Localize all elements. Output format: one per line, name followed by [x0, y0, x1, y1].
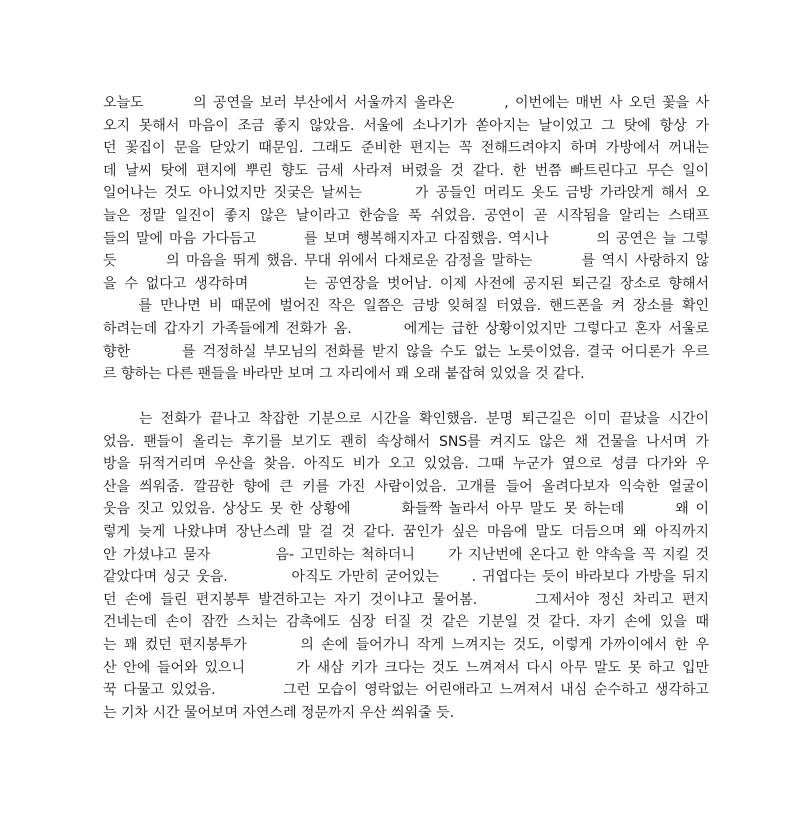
text-line: 데 날씨 탓에 편지에 뿌린 향도 금세 사라져 버렸을 것 같다. 한 번쯤 빠트린다고 무슨 일이 — [103, 162, 709, 179]
text-line: 렇게 늦게 나왔냐며 장난스레 말 걸 것 같다. 꿈인가 싶은 마음에 말도 더듬으며 왜 아직까지 — [103, 523, 709, 540]
text-line: 던 손에 들린 편지봉투 발견하고는 자기 것이냐고 물어봄. 그제서야 정신 차리고 편지 — [103, 591, 709, 608]
text-line: 는 꽤 컸던 편지봉투가 의 손에 들어가니 작게 느껴지는 것도, 이렇게 가까이에서 한 우 — [103, 636, 709, 653]
paragraph-2 — [103, 408, 709, 724]
text-line: 늘은 정말 일진이 좋지 않은 날이라고 한숨을 푹 쉬었음. 공연이 곧 시작됨을 알리는 스태프 — [103, 207, 709, 224]
text-line: 안 가셨냐고 묻자 음- 고민하는 척하더니 가 지난번에 온다고 한 약속을 꼭 지킬 것 — [103, 546, 709, 563]
text-line: 방을 뒤적거리며 우산을 찾음. 아직도 비가 오고 있었음. 그때 누군가 옆으로 성큼 다가와 우 — [103, 456, 709, 473]
text-line: 산을 씌워줌. 깔끔한 향에 큰 키를 가진 사람이었음. 고개를 들어 올려다보자 익숙한 얼굴이 — [103, 478, 709, 495]
text-line: 향한 를 걱정하실 부모님의 전화를 받지 않을 수도 없는 노릇이었음. 결국 어디론가 우르 — [103, 343, 709, 360]
text-line: 오늘도 의 공연을 보러 부산에서 서울까지 올라온 , 이번에는 매번 사 오던 꽃을 사 — [103, 95, 709, 111]
text-line: 오지 못해서 마음이 조금 좋지 않았음. 서울에 소나기가 쏟아지는 날이었고 그 탓에 항상 가 — [103, 117, 709, 134]
text-line: 는 기차 시간 물어보며 자연스레 정문까지 우산 씌워줄 듯. — [103, 704, 455, 721]
text-line: 꾹 다물고 있었음. 그런 모습이 영락없는 어린애라고 느껴져서 내심 순수하고 생각하고 — [103, 682, 709, 699]
text-line: 를 만나면 비 때문에 벌어진 작은 일쯤은 금방 잊혀질 터였음. 핸드폰을 켜 장소를 확인 — [103, 298, 709, 315]
text-line: 일어나는 것도 아니었지만 짓궂은 날씨는 가 공들인 머리도 옷도 금방 가라앉게 해서 오 — [103, 185, 709, 202]
text-line: 듯 의 마음을 뛰게 했음. 무대 위에서 다채로운 감정을 말하는 를 역시 사랑하지 않 — [103, 253, 709, 270]
text-line: 산 안에 들어와 있으니 가 새삼 키가 크다는 것도 느껴져서 다시 아무 말도 못 하고 입만 — [103, 659, 709, 676]
text-line: 들의 말에 마음 가다듬고 를 보며 행복해지자고 다짐했음. 역시나 의 공연은 늘 그렇 — [103, 230, 709, 247]
text-line: 을 수 없다고 생각하며 는 공연장을 벗어남. 이제 사전에 공지된 퇴근길 장소로 향해서 — [103, 275, 709, 292]
text-line: 건네는데 손이 잠깐 스치는 감촉에도 심장 터질 것 같은 기분일 것 같다. 자기 손에 있을 때 — [103, 614, 709, 631]
text-line: 던 꽃집이 문을 닫았기 때문임. 그래도 준비한 편지는 꼭 전해드려야지 하며 가방에서 꺼내는 — [103, 140, 709, 157]
text-line: 르 향하는 다른 팬들을 바라만 보며 그 자리에서 꽤 오래 붙잡혀 있었을 것 같다. — [103, 366, 585, 383]
text-line: 하려는데 갑자기 가족들에게 전화가 옴. 에게는 급한 상황이었지만 그렇다고 혼자 서울로 — [103, 320, 709, 337]
text-line: 는 전화가 끝나고 착잡한 기분으로 시간을 확인했음. 분명 퇴근길은 이미 끝났을 시간이 — [103, 411, 709, 427]
text-line: 었음. 팬들이 올리는 후기를 보기도 괜히 속상해서 SNS를 켜지도 않은 채 건물을 나서며 가 — [103, 433, 709, 450]
paragraph-1 — [103, 92, 709, 386]
text-line: 같았다며 싱긋 웃음. 아직도 가만히 굳어있는 . 귀엽다는 듯이 바라보다 가방을 뒤지 — [103, 569, 709, 586]
text-line: 웃음 짓고 있었음. 상상도 못 한 상황에 화들짝 놀라서 아무 말도 못 하는데 왜 이 — [103, 501, 709, 518]
